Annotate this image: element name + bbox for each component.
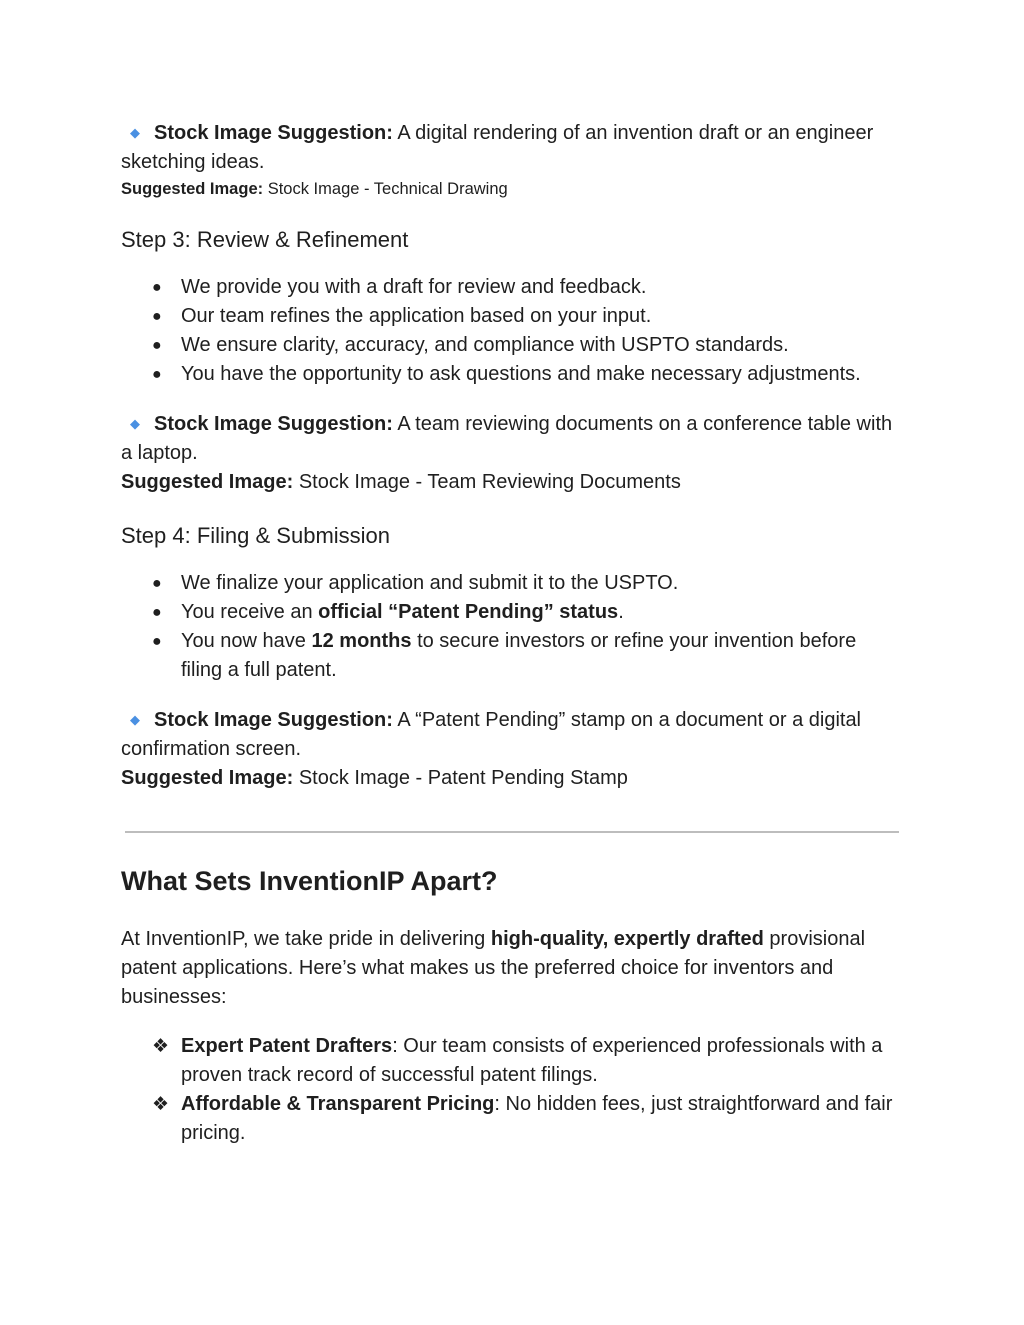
feature-item	[121, 1032, 901, 1090]
list-item-text: .	[618, 601, 624, 623]
list-item-bold: 12 months	[311, 630, 412, 652]
suggestion-label: Stock Image Suggestion:	[154, 122, 393, 144]
bullet-icon: ●	[152, 308, 162, 325]
step-4-list	[121, 569, 901, 685]
suggestion-text: A team reviewing documents on a conference table with a laptop.	[121, 413, 893, 464]
stock-image-suggestion	[121, 118, 901, 177]
suggestion-text: A digital rendering of an invention draft or an engineer sketching ideas.	[121, 122, 874, 173]
list-item-text: to secure investors or refine your invention before filing a full patent.	[181, 630, 857, 681]
list-item-text: We provide you with a draft for review and feedback.	[181, 276, 647, 298]
list-item	[121, 598, 901, 627]
bullet-icon: ●	[152, 604, 162, 621]
section-intro	[121, 925, 901, 1012]
bullet-icon: ●	[152, 337, 162, 354]
suggested-image-label: Suggested Image:	[121, 471, 294, 493]
suggested-image-text: Stock Image - Technical Drawing	[263, 180, 508, 198]
suggested-image-label: Suggested Image:	[121, 767, 294, 789]
list-item-text: We ensure clarity, accuracy, and compliance with USPTO standards.	[181, 334, 789, 356]
feature-title: Affordable & Transparent Pricing	[181, 1093, 495, 1115]
diamond-icon: ◆	[130, 125, 140, 140]
step-3-heading: Step 3: Review & Refinement	[121, 227, 409, 252]
suggested-image-label: Suggested Image:	[121, 180, 264, 198]
list-item-text: You receive an	[181, 601, 319, 623]
feature-title: Expert Patent Drafters	[181, 1035, 393, 1057]
bullet-icon: ●	[152, 575, 162, 592]
step-4-heading: Step 4: Filing & Submission	[121, 523, 391, 548]
diamond-icon: ◆	[130, 712, 140, 727]
stock-image-suggestion	[121, 705, 901, 764]
diamond-icon: ◆	[130, 416, 140, 431]
stock-image-suggestion	[121, 409, 901, 468]
bullet-icon: ●	[152, 279, 162, 296]
list-item-text: We finalize your application and submit it to the USPTO.	[181, 572, 679, 594]
suggestion-text: A “Patent Pending” stamp on a document or a digital confirmation screen.	[121, 709, 862, 760]
suggestion-label: Stock Image Suggestion:	[154, 709, 393, 731]
section-title: What Sets InventionIP Apart?	[121, 866, 498, 896]
list-item	[121, 331, 901, 360]
feature-text: : No hidden fees, just straightforward and fair pricing.	[181, 1093, 893, 1144]
list-item	[121, 360, 901, 389]
feature-list	[121, 1032, 901, 1148]
list-item	[121, 569, 901, 598]
bullet-icon: ●	[152, 366, 162, 383]
suggestion-label: Stock Image Suggestion:	[154, 413, 393, 435]
suggested-image-text: Stock Image - Team Reviewing Documents	[293, 471, 681, 493]
list-item	[121, 627, 901, 685]
list-item	[121, 302, 901, 331]
list-item	[121, 273, 901, 302]
feature-item	[121, 1090, 901, 1148]
intro-bold: high-quality, expertly drafted	[490, 928, 764, 950]
list-item-bold: official “Patent Pending” status	[318, 601, 619, 623]
suggested-image	[121, 468, 901, 497]
list-item-text: Our team refines the application based on your input.	[181, 305, 652, 327]
suggested-image	[121, 177, 901, 201]
intro-text: provisional patent applications. Here’s what makes us the preferred choice for inventors and businesses:	[121, 928, 866, 1008]
feature-text: : Our team consists of experienced professionals with a proven track record of successful patent filings.	[181, 1035, 883, 1086]
step-3-list	[121, 273, 901, 389]
four-diamond-icon: ❖	[152, 1036, 170, 1057]
four-diamond-icon: ❖	[152, 1094, 170, 1115]
document-page	[121, 118, 901, 1148]
suggested-image	[121, 764, 901, 793]
suggested-image-text: Stock Image - Patent Pending Stamp	[293, 767, 628, 789]
horizontal-divider	[125, 831, 899, 833]
intro-text: At InventionIP, we take pride in delivering	[121, 928, 491, 950]
bullet-icon: ●	[152, 633, 162, 650]
list-item-text: You now have	[181, 630, 312, 652]
list-item-text: You have the opportunity to ask questions and make necessary adjustments.	[181, 363, 861, 385]
